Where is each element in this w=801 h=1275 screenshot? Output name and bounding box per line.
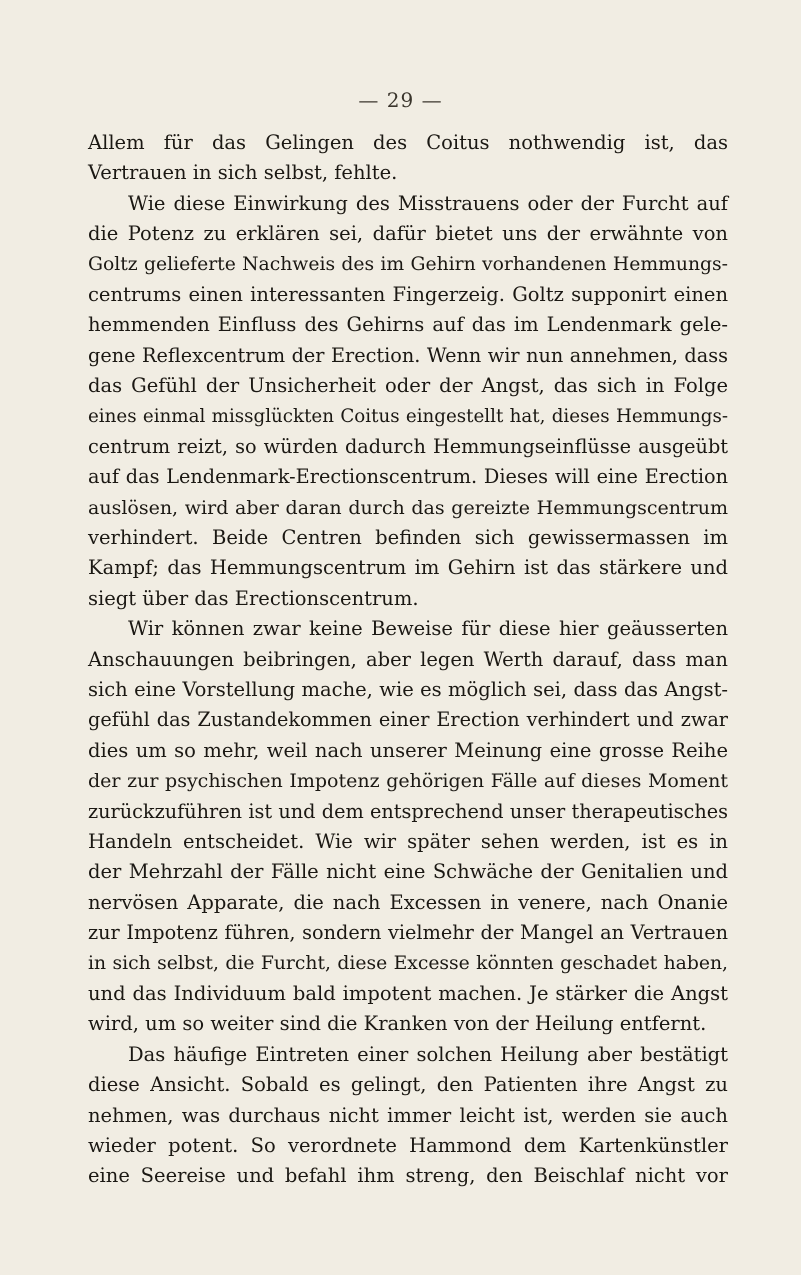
text-line: auslösen, wird aber daran durch das gereizte Hemmungscentrum — [88, 496, 728, 519]
text-line: Anschauungen beibringen, aber legen Werth darauf, dass man — [88, 647, 728, 671]
body-text — [88, 128, 728, 1192]
text-line: Goltz gelieferte Nachweis des im Gehirn vorhandenen Hemmungs- — [88, 253, 728, 275]
text-line: gefühl das Zustandekommen einer Erection verhindert und zwar — [88, 708, 728, 732]
text-line: auf das Lendenmark-Erectionscentrum. Dieses will eine Erection — [88, 465, 728, 489]
text-line: Wie diese Einwirkung des Misstrauens oder der Furcht auf — [128, 191, 728, 215]
text-line: der zur psychischen Impotenz gehörigen Fälle auf dieses Moment — [88, 770, 728, 793]
text-line: hemmenden Einfluss des Gehirns auf das im Lendenmark gele- — [88, 313, 728, 337]
text-line: Wir können zwar keine Beweise für diese hier geäusserten — [128, 617, 728, 641]
text-line: sich eine Vorstellung mache, wie es möglich sei, dass das Angst- — [88, 678, 728, 702]
text-line: Vertrauen in sich selbst, fehlte. — [88, 161, 398, 185]
text-line: wieder potent. So verordnete Hammond dem Kartenkünstler — [88, 1133, 728, 1157]
text-line: das Gefühl der Unsicherheit oder der Angst, das sich in Folge — [88, 374, 728, 398]
text-line: eines einmal missglückten Coitus eingestellt hat, dieses Hemmungs- — [88, 405, 728, 427]
text-line: Kampf; das Hemmungscentrum im Gehirn ist das stärkere und — [88, 556, 728, 580]
text-line: zurückzuführen ist und dem entsprechend unser therapeutisches — [88, 799, 728, 823]
text-line: centrums einen interessanten Fingerzeig. Goltz supponirt einen — [88, 282, 728, 306]
text-line: wird, um so weiter sind die Kranken von der Heilung entfernt. — [88, 1012, 707, 1036]
text-line: der Mehrzahl der Fälle nicht eine Schwäche der Genitalien und — [88, 860, 728, 884]
text-line: Allem für das Gelingen des Coitus nothwendig ist, das — [88, 131, 728, 154]
text-line: centrum reizt, so würden dadurch Hemmungseinflüsse ausgeübt — [88, 434, 728, 458]
text-line: eine Seereise und befahl ihm streng, den Beischlaf nicht vor — [88, 1164, 728, 1188]
text-line: Handeln entscheidet. Wie wir später sehen werden, ist es in — [88, 829, 728, 853]
text-line: siegt über das Erectionscentrum. — [88, 586, 419, 610]
text-line: die Potenz zu erklären sei, dafür bietet uns der erwähnte von — [88, 222, 728, 246]
text-line: nehmen, was durchaus nicht immer leicht ist, werden sie auch — [88, 1103, 728, 1127]
text-line: und das Individuum bald impotent machen. Je stärker die Angst — [88, 981, 728, 1005]
text-line: nervösen Apparate, die nach Excessen in venere, nach Onanie — [88, 890, 728, 914]
text-line: verhindert. Beide Centren befinden sich gewissermassen im — [88, 526, 728, 550]
text-line: in sich selbst, die Furcht, diese Excesse könnten geschadet haben, — [88, 952, 728, 974]
text-line: dies um so mehr, weil nach unserer Meinung eine grosse Reihe — [88, 738, 728, 762]
text-line: Das häufige Eintreten einer solchen Heilung aber bestätigt — [128, 1042, 728, 1066]
page-number: — 29 — — [358, 88, 443, 112]
text-line: zur Impotenz führen, sondern vielmehr der Mangel an Vertrauen — [88, 921, 728, 945]
text-line: gene Reflexcentrum der Erection. Wenn wir nun annehmen, dass — [88, 343, 728, 367]
text-line: diese Ansicht. Sobald es gelingt, den Patienten ihre Angst zu — [88, 1073, 728, 1097]
